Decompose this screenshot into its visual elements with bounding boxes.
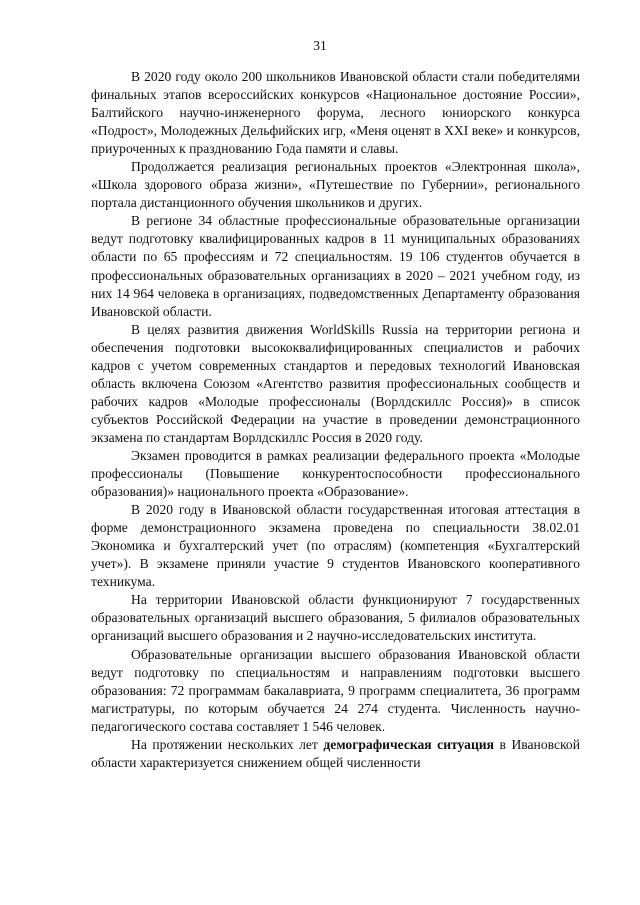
demographic-text-after: в Ивановской области характеризуется снижением общей численности xyxy=(91,736,580,770)
paragraph-demographic-situation xyxy=(91,736,580,772)
paragraph-exam-federal-project: Экзамен проводится в рамках реализации федерального проекта «Молодые профессионалы (Повышение конкурентоспособности профессионального образования)» национального проекта «Образование». xyxy=(91,447,580,500)
paragraph-worldskills: В целях развития движения WorldSkills Russia на территории региона и обеспечения подготовки высококвалифицированных специалистов и рабочих кадров с учетом современных стандартов и передовых технологий Ивановская область включена Союзом «Агентство развития профессиональных сообществ и рабочих кадров «Молодые профессионалы (Ворлдскиллс Россия)» в список субъектов Российской Федерации на участие в проведении демонстрационного экзамена по стандартам Ворлдскиллс Россия в 2020 году. xyxy=(91,321,580,445)
demographic-text-before: На протяжении нескольких лет xyxy=(131,736,324,752)
paragraph-higher-education-programs: Образовательные организации высшего образования Ивановской области ведут подготовку по специальностям и направлениям подготовки высшего образования: 72 программам бакалавриата, 9 программ специалитета, 36 программ магистратуры, по которым обучается 24 274 студента. Численность научно-педагогического состава составляет 1 546 человек. xyxy=(91,646,580,734)
demographic-bold-term: демографическая ситуация xyxy=(323,736,494,752)
page-number: 31 xyxy=(313,38,327,53)
document-body xyxy=(91,68,580,772)
paragraph-vocational-organizations: В регионе 34 областные профессиональные образовательные организации ведут подготовку квалифицированных кадров в 11 муниципальных образованиях области по 65 профессиям и 72 специальностям. 19 106 студентов обучается в профессиональных образовательных организациях в 2020 – 2021 учебном году, из них 14 964 человека в организациях, подведомственных Департаменту образования Ивановской области. xyxy=(91,213,580,319)
paragraph-demo-exam-2020: В 2020 году в Ивановской области государственная итоговая аттестация в форме демонстрационного экзамена проведена по специальности 38.02.01 Экономика и бухгалтерский учет (по отраслям) (компетенция «Бухгалтерский учет»). В экзамене приняли участие 9 студентов Ивановского кооперативного техникума. xyxy=(91,502,580,590)
paragraph-regional-projects: Продолжается реализация региональных проектов «Электронная школа», «Школа здорового образа жизни», «Путешествие по Губернии», регионального портала дистанционного обучения школьников и других. xyxy=(91,159,580,211)
paragraph-olympiad-winners: В 2020 году около 200 школьников Ивановской области стали победителями финальных этапов всероссийских конкурсов «Национальное достояние России», Балтийского научно-инженерного форума, лесного юниорского конкурса «Подрост», Молодежных Дельфийских игр, «Меня оценят в XXI веке» и конкурсов, приуроченных к празднованию Года памяти и славы. xyxy=(91,69,580,157)
paragraph-higher-education-count: На территории Ивановской области функционируют 7 государственных образовательных организаций высшего образования, 5 филиалов образовательных организаций высшего образования и 2 научно-исследовательских института. xyxy=(91,592,580,644)
